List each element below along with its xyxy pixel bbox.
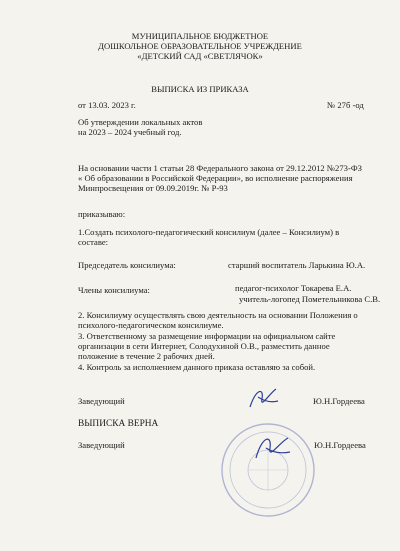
org-name-line-2: ДОШКОЛЬНОЕ ОБРАЗОВАТЕЛЬНОЕ УЧРЕЖДЕНИЕ	[98, 41, 302, 51]
sign-2-name: Ю.Н.Гордеева	[314, 440, 366, 450]
chair-label: Председатель консилиума:	[78, 260, 176, 270]
item-4: 4. Контроль за исполнением данного приказа оставляю за собой.	[78, 362, 316, 372]
basis-line-1: На основании части 1 статьи 28 Федерального закона от 29.12.2012 №273-ФЗ	[78, 163, 362, 173]
org-name-line-1: МУНИЦИПАЛЬНОЕ БЮДЖЕТНОЕ	[131, 31, 269, 41]
order-date: от 13.03. 2023 г.	[78, 100, 136, 110]
basis-line-2: « Об образовании в Российской Федерации», во исполнение распоряжения	[78, 173, 353, 183]
item-2-line-1: 2. Консилиуму осуществлять свою деятельность на основании Положения о	[78, 310, 358, 320]
sign-2-role: Заведующий	[78, 440, 125, 450]
document-title: ВЫПИСКА ИЗ ПРИКАЗА	[151, 84, 249, 94]
basis-line-3: Минпросвещения от 09.09.2019г. № Р-93	[78, 183, 228, 193]
verified-heading: ВЫПИСКА ВЕРНА	[78, 419, 159, 429]
subject-line-2: на 2023 – 2024 учебный год.	[78, 127, 182, 137]
item-1-line-2: составе:	[78, 237, 109, 247]
item-3-line-1: 3. Ответственному за размещение информации на официальном сайте	[78, 331, 336, 341]
order-number: № 27б -од	[327, 100, 364, 110]
item-1-line-1: 1.Создать психолого-педагогический консилиум (далее – Консилиум) в	[78, 227, 340, 237]
item-2-line-2: психолого-педагогическом консилиуме.	[78, 320, 224, 330]
item-3-line-3: положение в течение 2 рабочих дней.	[78, 351, 215, 361]
sign-1-role: Заведующий	[78, 396, 125, 406]
member-2: учитель-логопед Пометельникова С.В.	[239, 294, 381, 304]
subject-line-1: Об утверждении локальных актов	[78, 117, 203, 127]
members-label: Члены консилиума:	[78, 285, 150, 295]
item-3-line-2: организации в сети Интернет, Солодухиной О.В., разместить данное	[78, 341, 330, 351]
member-1: педагог-психолог Токарева Е.А.	[235, 283, 352, 293]
sign-1-name: Ю.Н.Гордеева	[313, 396, 365, 406]
chair-value: старший воспитатель Ларькина Ю.А.	[228, 260, 366, 270]
order-word: приказываю:	[78, 209, 126, 219]
signature-mark-icon	[246, 383, 282, 413]
org-name-line-3: «ДЕТСКИЙ САД «СВЕТЛЯЧОК»	[137, 51, 263, 61]
signature-mark-icon	[250, 430, 294, 464]
